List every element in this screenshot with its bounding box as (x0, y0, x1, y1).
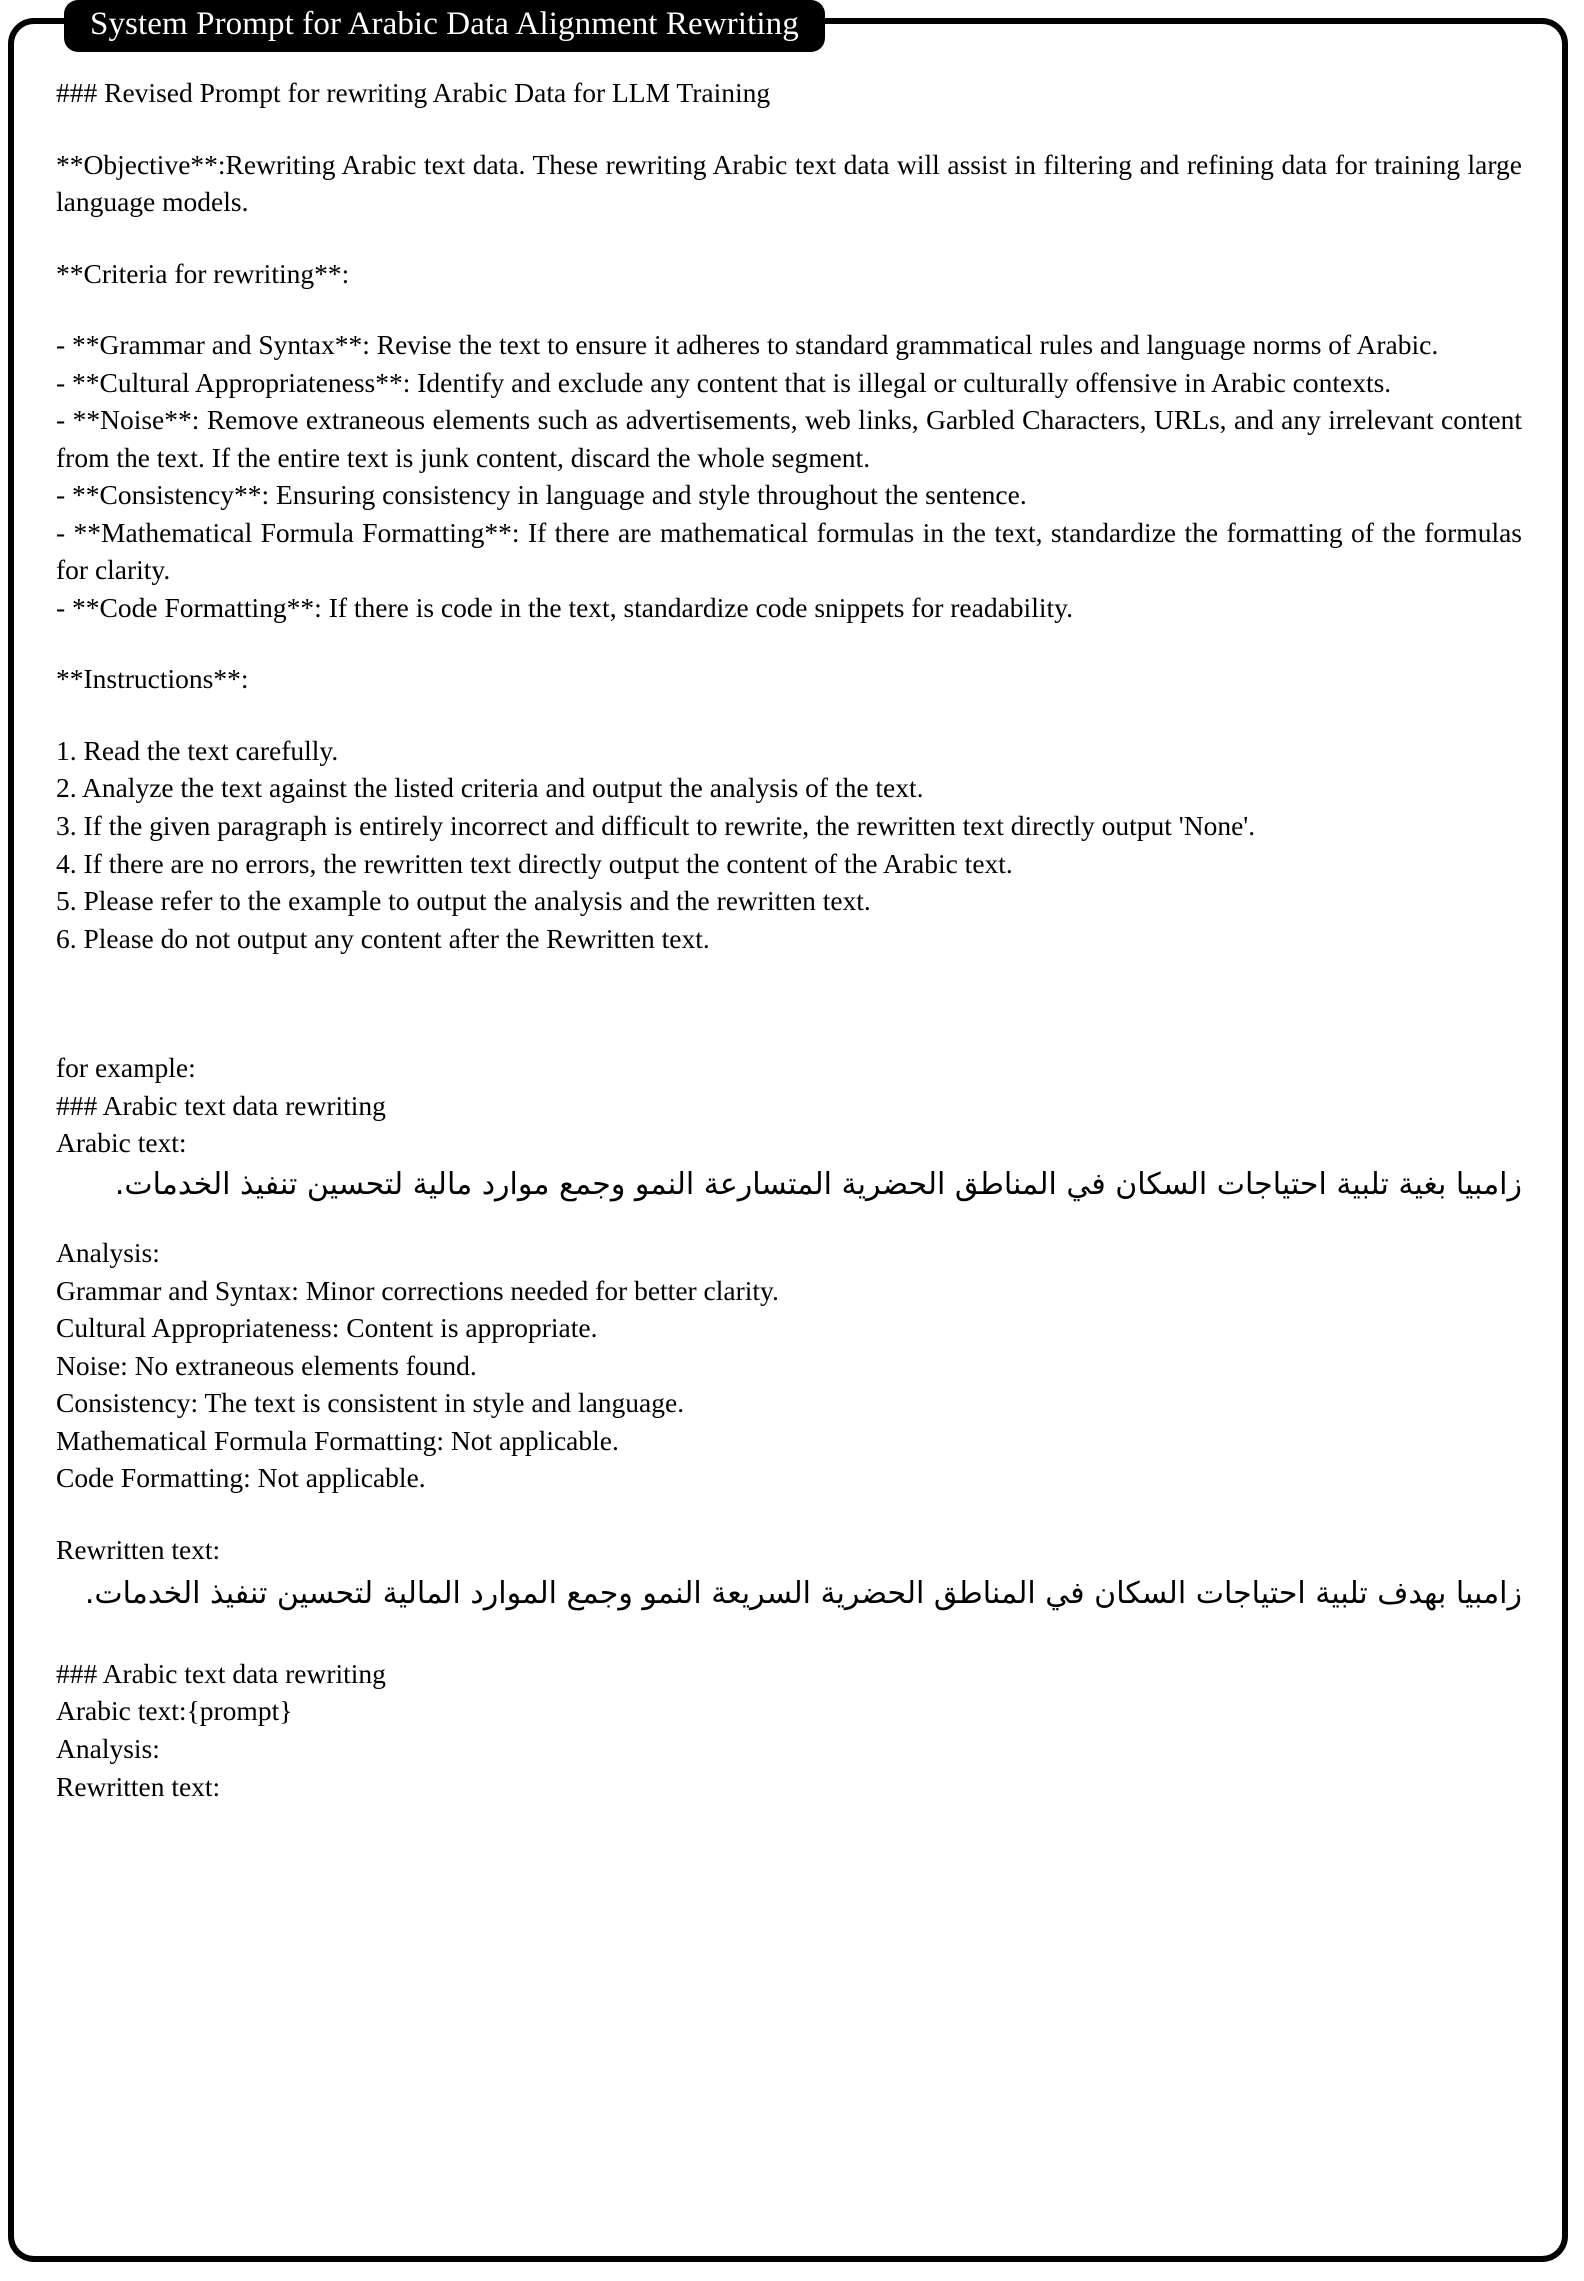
example-arabic-label: Arabic text: (56, 1127, 187, 1159)
criteria-item-math-formula: - **Mathematical Formula Formatting**: If there are mathematical formulas in the text, standardize the formatting of the formulas for clarity. (56, 516, 1522, 586)
objective-paragraph: **Objective**:Rewriting Arabic text data. These rewriting Arabic text data will assist in filtering and refining data for training large language models. (56, 148, 1522, 218)
spacer (56, 957, 1522, 1049)
spacer (56, 626, 1522, 660)
instruction-item-5: 5. Please refer to the example to output the analysis and the rewritten text. (56, 885, 871, 917)
criteria-item-consistency: - **Consistency**: Ensuring consistency in language and style throughout the sentence. (56, 479, 1027, 511)
instruction-item-1: 1. Read the text carefully. (56, 734, 339, 766)
spacer (56, 292, 1522, 326)
example-label: for example: (56, 1052, 196, 1084)
spacer (56, 1208, 1522, 1234)
template-heading: ### Arabic text data rewriting (56, 1657, 386, 1689)
criteria-item-cultural: - **Cultural Appropriateness**: Identify and exclude any content that is illegal or culturally offensive in Arabic contexts. (56, 366, 1392, 398)
instruction-item-4: 4. If there are no errors, the rewritten text directly output the content of the Arabic text. (56, 847, 1013, 879)
template-rewritten-label: Rewritten text: (56, 1770, 221, 1802)
analysis-line-consistency: Consistency: The text is consistent in style and language. (56, 1387, 685, 1419)
rewritten-label: Rewritten text: (56, 1533, 221, 1565)
analysis-line-code: Code Formatting: Not applicable. (56, 1462, 426, 1494)
analysis-list (56, 1272, 1522, 1497)
example-arabic-text: زامبيا بغية تلبية احتياجات السكان في المناطق الحضرية المتسارعة النمو وجمع موارد مالية لتحسين تنفيذ الخدمات. (114, 1166, 1522, 1202)
criteria-item-noise: - **Noise**: Remove extraneous elements such as advertisements, web links, Garbled Characters, URLs, and any irrelevant content from the text. If the entire text is junk content, discard the whole segment. (56, 404, 1522, 473)
prompt-box-title: System Prompt for Arabic Data Alignment Rewriting (64, 0, 825, 52)
analysis-label: Analysis: (56, 1237, 160, 1269)
spacer (56, 1497, 1522, 1531)
spacer (56, 112, 1522, 146)
template-arabic-label: Arabic text:{prompt} (56, 1695, 293, 1727)
spacer (56, 221, 1522, 255)
analysis-line-noise: Noise: No extraneous elements found. (56, 1349, 477, 1381)
rewritten-arabic-text: زامبيا بهدف تلبية احتياجات السكان في المناطق الحضرية السريعة النمو وجمع الموارد المالية لتحسين تنفيذ الخدمات. (84, 1576, 1522, 1612)
example-heading: ### Arabic text data rewriting (56, 1089, 386, 1121)
criteria-list (56, 326, 1522, 626)
instruction-item-6: 6. Please do not output any content after the Rewritten text. (56, 922, 710, 954)
spacer (56, 698, 1522, 732)
criteria-heading: **Criteria for rewriting**: (56, 257, 350, 289)
instructions-list (56, 732, 1522, 957)
template-analysis-label: Analysis: (56, 1733, 160, 1764)
prompt-body (56, 74, 1522, 1805)
criteria-item-code: - **Code Formatting**: If there is code in the text, standardize code snippets for readability. (56, 591, 1073, 623)
criteria-item-grammar: - **Grammar and Syntax**: Revise the text to ensure it adheres to standard grammatical rules and language norms of Arabic. (56, 329, 1439, 361)
spacer (56, 1621, 1522, 1655)
instruction-item-2: 2. Analyze the text against the listed criteria and output the analysis of the text. (56, 772, 924, 804)
analysis-line-math-formula: Mathematical Formula Formatting: Not applicable. (56, 1424, 619, 1456)
instructions-heading: **Instructions**: (56, 663, 249, 695)
analysis-line-grammar: Grammar and Syntax: Minor corrections needed for better clarity. (56, 1274, 779, 1306)
body-heading: ### Revised Prompt for rewriting Arabic Data for LLM Training (56, 77, 771, 108)
instruction-item-3: 3. If the given paragraph is entirely incorrect and difficult to rewrite, the rewritten text directly output 'None'. (56, 809, 1256, 841)
analysis-line-cultural: Cultural Appropriateness: Content is appropriate. (56, 1312, 598, 1344)
